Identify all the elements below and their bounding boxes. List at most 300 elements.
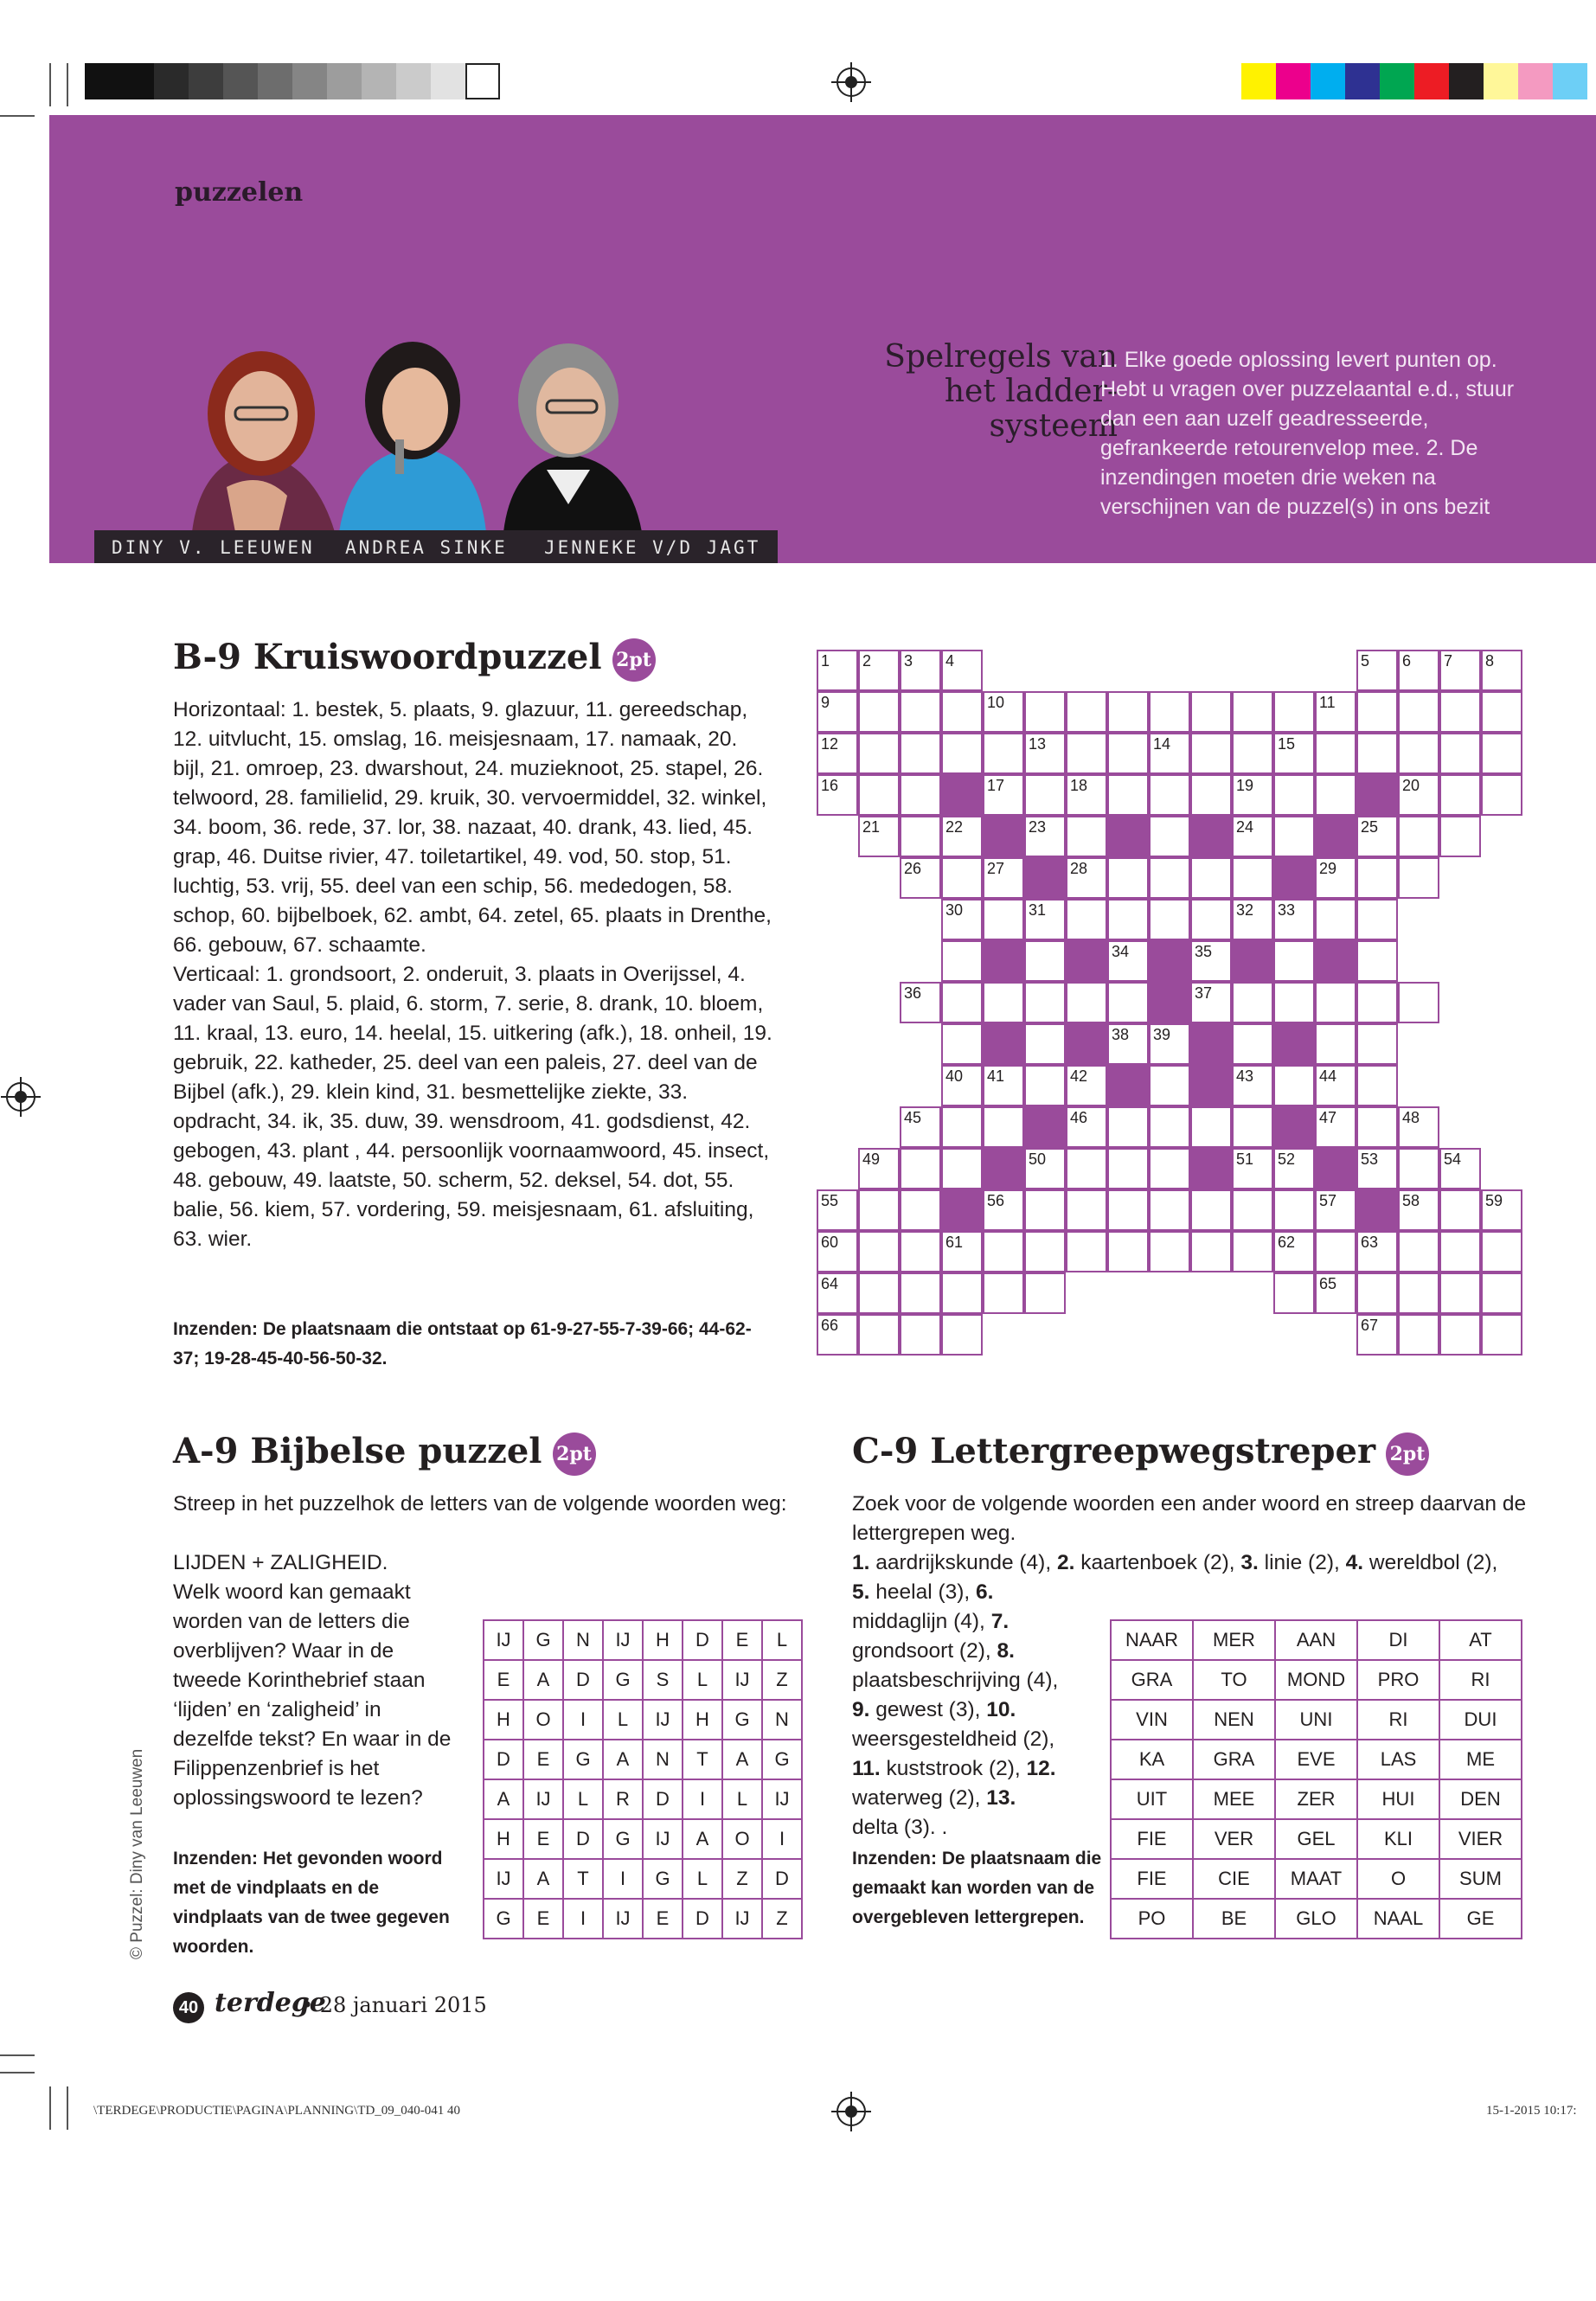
crossword-cell[interactable] xyxy=(1273,940,1315,982)
crossword-cell[interactable] xyxy=(1024,1148,1066,1189)
letter-cell[interactable]: T xyxy=(563,1859,603,1899)
letter-cell[interactable]: Z xyxy=(762,1660,802,1700)
crossword-cell[interactable] xyxy=(1439,650,1481,691)
crossword-cell[interactable] xyxy=(1066,733,1107,774)
letter-cell[interactable]: T xyxy=(683,1740,722,1779)
crossword-cell[interactable] xyxy=(941,650,983,691)
crossword-cell[interactable] xyxy=(900,857,941,899)
letter-cell[interactable]: L xyxy=(603,1700,643,1740)
crossword-cell[interactable] xyxy=(1398,857,1439,899)
letter-cell[interactable]: IJ xyxy=(722,1899,762,1939)
letter-cell[interactable]: I xyxy=(603,1859,643,1899)
crossword-cell[interactable] xyxy=(1107,857,1149,899)
syllable-cell[interactable]: PRO xyxy=(1357,1660,1439,1700)
crossword-cell[interactable] xyxy=(941,857,983,899)
crossword-cell[interactable] xyxy=(1149,899,1190,940)
crossword-cell[interactable] xyxy=(941,940,983,982)
crossword-cell[interactable] xyxy=(1356,1231,1398,1272)
crossword-cell[interactable] xyxy=(1439,1189,1481,1231)
syllable-cell[interactable]: DUI xyxy=(1439,1700,1522,1740)
letter-cell[interactable]: E xyxy=(523,1819,563,1859)
crossword-cell[interactable] xyxy=(900,1189,941,1231)
crossword-cell[interactable] xyxy=(1149,733,1190,774)
syllable-cell[interactable]: RI xyxy=(1357,1700,1439,1740)
crossword-cell[interactable] xyxy=(858,733,900,774)
crossword-cell[interactable] xyxy=(1107,982,1149,1023)
letter-cell[interactable]: IJ xyxy=(523,1779,563,1819)
crossword-cell[interactable] xyxy=(941,1065,983,1106)
letter-cell[interactable]: I xyxy=(683,1779,722,1819)
letter-cell[interactable]: E xyxy=(523,1899,563,1939)
letter-cell[interactable]: L xyxy=(683,1859,722,1899)
crossword-cell[interactable] xyxy=(1232,774,1273,816)
crossword-cell[interactable] xyxy=(1232,982,1273,1023)
syllable-cell[interactable]: O xyxy=(1357,1859,1439,1899)
letter-cell[interactable]: IJ xyxy=(722,1660,762,1700)
letter-cell[interactable]: D xyxy=(563,1819,603,1859)
letter-cell[interactable]: A xyxy=(683,1819,722,1859)
crossword-cell[interactable] xyxy=(1232,1023,1273,1065)
letter-cell[interactable]: IJ xyxy=(484,1620,523,1660)
crossword-cell[interactable] xyxy=(1481,650,1522,691)
syllable-cell[interactable]: GE xyxy=(1439,1899,1522,1939)
letter-cell[interactable]: G xyxy=(722,1700,762,1740)
crossword-cell[interactable] xyxy=(941,1314,983,1356)
crossword-cell[interactable] xyxy=(900,691,941,733)
crossword-cell[interactable] xyxy=(858,1189,900,1231)
crossword-cell[interactable] xyxy=(1356,1148,1398,1189)
crossword-cell[interactable] xyxy=(1315,899,1356,940)
crossword-cell[interactable] xyxy=(1315,1065,1356,1106)
crossword-cell[interactable] xyxy=(983,733,1024,774)
crossword-cell[interactable] xyxy=(1107,1231,1149,1272)
crossword-cell[interactable] xyxy=(983,1065,1024,1106)
letter-cell[interactable]: E xyxy=(484,1660,523,1700)
crossword-cell[interactable] xyxy=(941,816,983,857)
crossword-cell[interactable] xyxy=(1356,1065,1398,1106)
syllable-cell[interactable]: UIT xyxy=(1111,1779,1193,1819)
crossword-cell[interactable] xyxy=(1315,857,1356,899)
crossword-cell[interactable] xyxy=(1024,1189,1066,1231)
letter-cell[interactable]: D xyxy=(762,1859,802,1899)
crossword-cell[interactable] xyxy=(1398,774,1439,816)
crossword-cell[interactable] xyxy=(1273,1272,1315,1314)
crossword-cell[interactable] xyxy=(1273,1189,1315,1231)
crossword-cell[interactable] xyxy=(1024,733,1066,774)
crossword-cell[interactable] xyxy=(941,1023,983,1065)
syllable-cell[interactable]: SUM xyxy=(1439,1859,1522,1899)
crossword-cell[interactable] xyxy=(1232,733,1273,774)
crossword-cell[interactable] xyxy=(817,774,858,816)
letter-cell[interactable]: N xyxy=(643,1740,683,1779)
crossword-cell[interactable] xyxy=(817,1189,858,1231)
crossword-cell[interactable] xyxy=(817,1272,858,1314)
crossword-cell[interactable] xyxy=(858,1148,900,1189)
crossword-cell[interactable] xyxy=(1356,1106,1398,1148)
crossword-cell[interactable] xyxy=(858,816,900,857)
letter-cell[interactable]: S xyxy=(643,1660,683,1700)
syllable-cell[interactable]: VIN xyxy=(1111,1700,1193,1740)
crossword-cell[interactable] xyxy=(1398,1314,1439,1356)
crossword-cell[interactable] xyxy=(1149,1065,1190,1106)
crossword-cell[interactable] xyxy=(941,691,983,733)
crossword-cell[interactable] xyxy=(900,1272,941,1314)
crossword-cell[interactable] xyxy=(1066,857,1107,899)
crossword-cell[interactable] xyxy=(983,857,1024,899)
syllable-cell[interactable]: NAAR xyxy=(1111,1620,1193,1660)
crossword-cell[interactable] xyxy=(1066,982,1107,1023)
crossword-cell[interactable] xyxy=(1149,1023,1190,1065)
crossword-cell[interactable] xyxy=(1356,982,1398,1023)
crossword-cell[interactable] xyxy=(1024,1023,1066,1065)
letter-cell[interactable]: D xyxy=(683,1899,722,1939)
letter-cell[interactable]: G xyxy=(603,1819,643,1859)
crossword-cell[interactable] xyxy=(1024,940,1066,982)
crossword-cell[interactable] xyxy=(900,816,941,857)
crossword-cell[interactable] xyxy=(1149,816,1190,857)
letter-cell[interactable]: G xyxy=(643,1859,683,1899)
crossword-cell[interactable] xyxy=(1481,1314,1522,1356)
letter-cell[interactable]: IJ xyxy=(603,1620,643,1660)
crossword-cell[interactable] xyxy=(1066,1189,1107,1231)
syllable-cell[interactable]: GRA xyxy=(1193,1740,1275,1779)
crossword-cell[interactable] xyxy=(1107,1023,1149,1065)
letter-cell[interactable]: Z xyxy=(762,1899,802,1939)
crossword-cell[interactable] xyxy=(900,982,941,1023)
crossword-cell[interactable] xyxy=(1315,1231,1356,1272)
crossword-cell[interactable] xyxy=(1190,1231,1232,1272)
crossword-cell[interactable] xyxy=(1024,1231,1066,1272)
crossword-cell[interactable] xyxy=(1439,816,1481,857)
crossword-cell[interactable] xyxy=(1273,899,1315,940)
crossword-cell[interactable] xyxy=(941,982,983,1023)
crossword-cell[interactable] xyxy=(1356,1023,1398,1065)
crossword-cell[interactable] xyxy=(1315,733,1356,774)
crossword-cell[interactable] xyxy=(941,899,983,940)
syllable-cell[interactable]: VIER xyxy=(1439,1819,1522,1859)
crossword-cell[interactable] xyxy=(1107,774,1149,816)
crossword-cell[interactable] xyxy=(1190,1106,1232,1148)
crossword-cell[interactable] xyxy=(900,774,941,816)
crossword-cell[interactable] xyxy=(858,774,900,816)
letter-cell[interactable]: A xyxy=(523,1660,563,1700)
crossword-cell[interactable] xyxy=(1232,857,1273,899)
syllable-cell[interactable]: PO xyxy=(1111,1899,1193,1939)
crossword-cell[interactable] xyxy=(983,774,1024,816)
letter-cell[interactable]: N xyxy=(762,1700,802,1740)
letter-cell[interactable]: R xyxy=(603,1779,643,1819)
letter-cell[interactable]: O xyxy=(523,1700,563,1740)
crossword-cell[interactable] xyxy=(1149,691,1190,733)
crossword-cell[interactable] xyxy=(1481,691,1522,733)
letter-cell[interactable]: L xyxy=(722,1779,762,1819)
crossword-cell[interactable] xyxy=(1356,1314,1398,1356)
crossword-cell[interactable] xyxy=(1273,691,1315,733)
crossword-cell[interactable] xyxy=(1439,1314,1481,1356)
crossword-cell[interactable] xyxy=(1398,1106,1439,1148)
syllable-cell[interactable]: MEE xyxy=(1193,1779,1275,1819)
crossword-cell[interactable] xyxy=(1149,1106,1190,1148)
crossword-cell[interactable] xyxy=(900,1106,941,1148)
letter-cell[interactable]: D xyxy=(683,1620,722,1660)
syllable-cell[interactable]: VER xyxy=(1193,1819,1275,1859)
crossword-cell[interactable] xyxy=(1149,857,1190,899)
syllable-cell[interactable]: AAN xyxy=(1275,1620,1357,1660)
crossword-cell[interactable] xyxy=(1107,691,1149,733)
crossword-cell[interactable] xyxy=(1024,816,1066,857)
crossword-cell[interactable] xyxy=(1190,982,1232,1023)
crossword-cell[interactable] xyxy=(1190,774,1232,816)
crossword-cell[interactable] xyxy=(1439,691,1481,733)
crossword-cell[interactable] xyxy=(900,1148,941,1189)
letter-cell[interactable]: E xyxy=(643,1899,683,1939)
syllable-cell[interactable]: EVE xyxy=(1275,1740,1357,1779)
crossword-cell[interactable] xyxy=(858,1272,900,1314)
syllable-cell[interactable]: BE xyxy=(1193,1899,1275,1939)
letter-cell[interactable]: G xyxy=(563,1740,603,1779)
crossword-cell[interactable] xyxy=(1315,1106,1356,1148)
syllable-cell[interactable]: TO xyxy=(1193,1660,1275,1700)
crossword-cell[interactable] xyxy=(1439,774,1481,816)
crossword-cell[interactable] xyxy=(1066,774,1107,816)
crossword-cell[interactable] xyxy=(1356,733,1398,774)
crossword-cell[interactable] xyxy=(1066,1231,1107,1272)
syllable-cell[interactable]: LAS xyxy=(1357,1740,1439,1779)
crossword-cell[interactable] xyxy=(1315,1189,1356,1231)
crossword-cell[interactable] xyxy=(1356,691,1398,733)
crossword-cell[interactable] xyxy=(1398,1148,1439,1189)
crossword-cell[interactable] xyxy=(1356,899,1398,940)
crossword-cell[interactable] xyxy=(1398,1189,1439,1231)
letter-cell[interactable]: H xyxy=(683,1700,722,1740)
crossword-cell[interactable] xyxy=(983,899,1024,940)
crossword-cell[interactable] xyxy=(1232,1148,1273,1189)
letter-cell[interactable]: E xyxy=(523,1740,563,1779)
crossword-cell[interactable] xyxy=(900,1314,941,1356)
crossword-cell[interactable] xyxy=(941,1231,983,1272)
crossword-cell[interactable] xyxy=(900,1231,941,1272)
letter-cell[interactable]: I xyxy=(563,1700,603,1740)
syllable-cell[interactable]: FIE xyxy=(1111,1859,1193,1899)
crossword-cell[interactable] xyxy=(858,1314,900,1356)
crossword-cell[interactable] xyxy=(941,733,983,774)
crossword-cell[interactable] xyxy=(941,1148,983,1189)
letter-cell[interactable]: N xyxy=(563,1620,603,1660)
crossword-cell[interactable] xyxy=(1024,899,1066,940)
syllable-cell[interactable]: GEL xyxy=(1275,1819,1357,1859)
letter-cell[interactable]: IJ xyxy=(603,1899,643,1939)
crossword-cell[interactable] xyxy=(1439,733,1481,774)
crossword-cell[interactable] xyxy=(983,1272,1024,1314)
letter-cell[interactable]: IJ xyxy=(484,1859,523,1899)
letter-cell[interactable]: A xyxy=(603,1740,643,1779)
crossword-cell[interactable] xyxy=(1398,1231,1439,1272)
crossword-cell[interactable] xyxy=(1149,774,1190,816)
crossword-cell[interactable] xyxy=(1190,899,1232,940)
crossword-cell[interactable] xyxy=(1398,691,1439,733)
crossword-cell[interactable] xyxy=(1149,1231,1190,1272)
syllable-cell[interactable]: NAAL xyxy=(1357,1899,1439,1939)
crossword-cell[interactable] xyxy=(1398,982,1439,1023)
crossword-cell[interactable] xyxy=(1481,774,1522,816)
crossword-cell[interactable] xyxy=(1356,940,1398,982)
crossword-cell[interactable] xyxy=(1190,1189,1232,1231)
letter-cell[interactable]: L xyxy=(683,1660,722,1700)
crossword-cell[interactable] xyxy=(1273,1065,1315,1106)
crossword-cell[interactable] xyxy=(1149,1148,1190,1189)
crossword-cell[interactable] xyxy=(900,650,941,691)
letter-cell[interactable]: IJ xyxy=(643,1700,683,1740)
crossword-cell[interactable] xyxy=(1273,1148,1315,1189)
crossword-cell[interactable] xyxy=(1024,982,1066,1023)
crossword-cell[interactable] xyxy=(1066,899,1107,940)
crossword-cell[interactable] xyxy=(1481,1231,1522,1272)
crossword-cell[interactable] xyxy=(1315,774,1356,816)
crossword-cell[interactable] xyxy=(1024,774,1066,816)
crossword-cell[interactable] xyxy=(1315,982,1356,1023)
crossword-cell[interactable] xyxy=(1398,816,1439,857)
crossword-cell[interactable] xyxy=(1232,816,1273,857)
crossword-cell[interactable] xyxy=(1273,816,1315,857)
crossword-cell[interactable] xyxy=(1190,940,1232,982)
crossword-cell[interactable] xyxy=(1107,1148,1149,1189)
letter-cell[interactable]: L xyxy=(762,1620,802,1660)
letter-cell[interactable]: D xyxy=(484,1740,523,1779)
crossword-cell[interactable] xyxy=(1315,1023,1356,1065)
crossword-cell[interactable] xyxy=(1356,650,1398,691)
crossword-cell[interactable] xyxy=(1398,650,1439,691)
letter-cell[interactable]: IJ xyxy=(643,1819,683,1859)
crossword-cell[interactable] xyxy=(1107,733,1149,774)
crossword-cell[interactable] xyxy=(1190,733,1232,774)
syllable-cell[interactable]: MAAT xyxy=(1275,1859,1357,1899)
crossword-cell[interactable] xyxy=(1398,733,1439,774)
crossword-cell[interactable] xyxy=(817,691,858,733)
crossword-cell[interactable] xyxy=(817,733,858,774)
crossword-cell[interactable] xyxy=(817,1314,858,1356)
crossword-cell[interactable] xyxy=(1439,1231,1481,1272)
crossword-cell[interactable] xyxy=(1232,899,1273,940)
letter-cell[interactable]: L xyxy=(563,1779,603,1819)
crossword-cell[interactable] xyxy=(1107,899,1149,940)
crossword-cell[interactable] xyxy=(900,733,941,774)
syllable-cell[interactable]: GLO xyxy=(1275,1899,1357,1939)
crossword-cell[interactable] xyxy=(1232,1231,1273,1272)
crossword-cell[interactable] xyxy=(1273,1231,1315,1272)
crossword-cell[interactable] xyxy=(1356,816,1398,857)
letter-cell[interactable]: G xyxy=(762,1740,802,1779)
syllable-cell[interactable]: RI xyxy=(1439,1660,1522,1700)
crossword-cell[interactable] xyxy=(983,691,1024,733)
crossword-cell[interactable] xyxy=(983,1106,1024,1148)
letter-cell[interactable]: D xyxy=(643,1779,683,1819)
syllable-cell[interactable]: AT xyxy=(1439,1620,1522,1660)
syllable-cell[interactable]: ZER xyxy=(1275,1779,1357,1819)
letter-cell[interactable]: I xyxy=(563,1899,603,1939)
crossword-cell[interactable] xyxy=(1024,691,1066,733)
letter-cell[interactable]: A xyxy=(484,1779,523,1819)
crossword-cell[interactable] xyxy=(941,1106,983,1148)
syllable-cell[interactable]: KLI xyxy=(1357,1819,1439,1859)
letter-cell[interactable]: G xyxy=(603,1660,643,1700)
letter-cell[interactable]: G xyxy=(484,1899,523,1939)
letter-cell[interactable]: G xyxy=(523,1620,563,1660)
crossword-cell[interactable] xyxy=(1107,940,1149,982)
letter-cell[interactable]: A xyxy=(523,1859,563,1899)
crossword-cell[interactable] xyxy=(1066,1106,1107,1148)
crossword-cell[interactable] xyxy=(983,1189,1024,1231)
letter-cell[interactable]: IJ xyxy=(762,1779,802,1819)
letter-cell[interactable]: H xyxy=(484,1819,523,1859)
syllable-cell[interactable]: HUI xyxy=(1357,1779,1439,1819)
crossword-cell[interactable] xyxy=(1232,1106,1273,1148)
crossword-cell[interactable] xyxy=(1066,1065,1107,1106)
crossword-cell[interactable] xyxy=(817,1231,858,1272)
crossword-cell[interactable] xyxy=(983,1231,1024,1272)
crossword-cell[interactable] xyxy=(1398,1272,1439,1314)
crossword-cell[interactable] xyxy=(983,982,1024,1023)
crossword-cell[interactable] xyxy=(1273,733,1315,774)
crossword-cell[interactable] xyxy=(1315,691,1356,733)
crossword-cell[interactable] xyxy=(1149,1189,1190,1231)
crossword-cell[interactable] xyxy=(1190,857,1232,899)
crossword-cell[interactable] xyxy=(1273,774,1315,816)
syllable-cell[interactable]: MER xyxy=(1193,1620,1275,1660)
crossword-cell[interactable] xyxy=(1190,691,1232,733)
letter-cell[interactable]: I xyxy=(762,1819,802,1859)
crossword-cell[interactable] xyxy=(1273,982,1315,1023)
crossword-cell[interactable] xyxy=(1232,1065,1273,1106)
syllable-cell[interactable]: DEN xyxy=(1439,1779,1522,1819)
crossword-cell[interactable] xyxy=(858,1231,900,1272)
crossword-cell[interactable] xyxy=(1024,1065,1066,1106)
syllable-cell[interactable]: GRA xyxy=(1111,1660,1193,1700)
crossword-cell[interactable] xyxy=(1066,691,1107,733)
crossword-cell[interactable] xyxy=(1107,1106,1149,1148)
letter-cell[interactable]: H xyxy=(643,1620,683,1660)
crossword-cell[interactable] xyxy=(1439,1272,1481,1314)
crossword-cell[interactable] xyxy=(1024,1272,1066,1314)
crossword-cell[interactable] xyxy=(1439,1148,1481,1189)
crossword-cell[interactable] xyxy=(1066,1148,1107,1189)
crossword-cell[interactable] xyxy=(858,691,900,733)
letter-cell[interactable]: E xyxy=(722,1620,762,1660)
crossword-cell[interactable] xyxy=(1356,1272,1398,1314)
syllable-cell[interactable]: MOND xyxy=(1275,1660,1357,1700)
crossword-cell[interactable] xyxy=(941,1272,983,1314)
crossword-cell[interactable] xyxy=(1481,1272,1522,1314)
syllable-cell[interactable]: CIE xyxy=(1193,1859,1275,1899)
crossword-cell[interactable] xyxy=(1232,691,1273,733)
crossword-cell[interactable] xyxy=(1356,857,1398,899)
syllable-cell[interactable]: DI xyxy=(1357,1620,1439,1660)
crossword-cell[interactable] xyxy=(817,650,858,691)
letter-cell[interactable]: Z xyxy=(722,1859,762,1899)
crossword-cell[interactable] xyxy=(1232,1189,1273,1231)
syllable-cell[interactable]: UNI xyxy=(1275,1700,1357,1740)
crossword-cell[interactable] xyxy=(1315,1272,1356,1314)
crossword-cell[interactable] xyxy=(858,650,900,691)
crossword-cell[interactable] xyxy=(1481,733,1522,774)
syllable-cell[interactable]: FIE xyxy=(1111,1819,1193,1859)
letter-cell[interactable]: O xyxy=(722,1819,762,1859)
crossword-cell[interactable] xyxy=(1481,1189,1522,1231)
crossword-cell[interactable] xyxy=(1107,1189,1149,1231)
syllable-cell[interactable]: NEN xyxy=(1193,1700,1275,1740)
syllable-cell[interactable]: KA xyxy=(1111,1740,1193,1779)
letter-cell[interactable]: D xyxy=(563,1660,603,1700)
letter-cell[interactable]: A xyxy=(722,1740,762,1779)
